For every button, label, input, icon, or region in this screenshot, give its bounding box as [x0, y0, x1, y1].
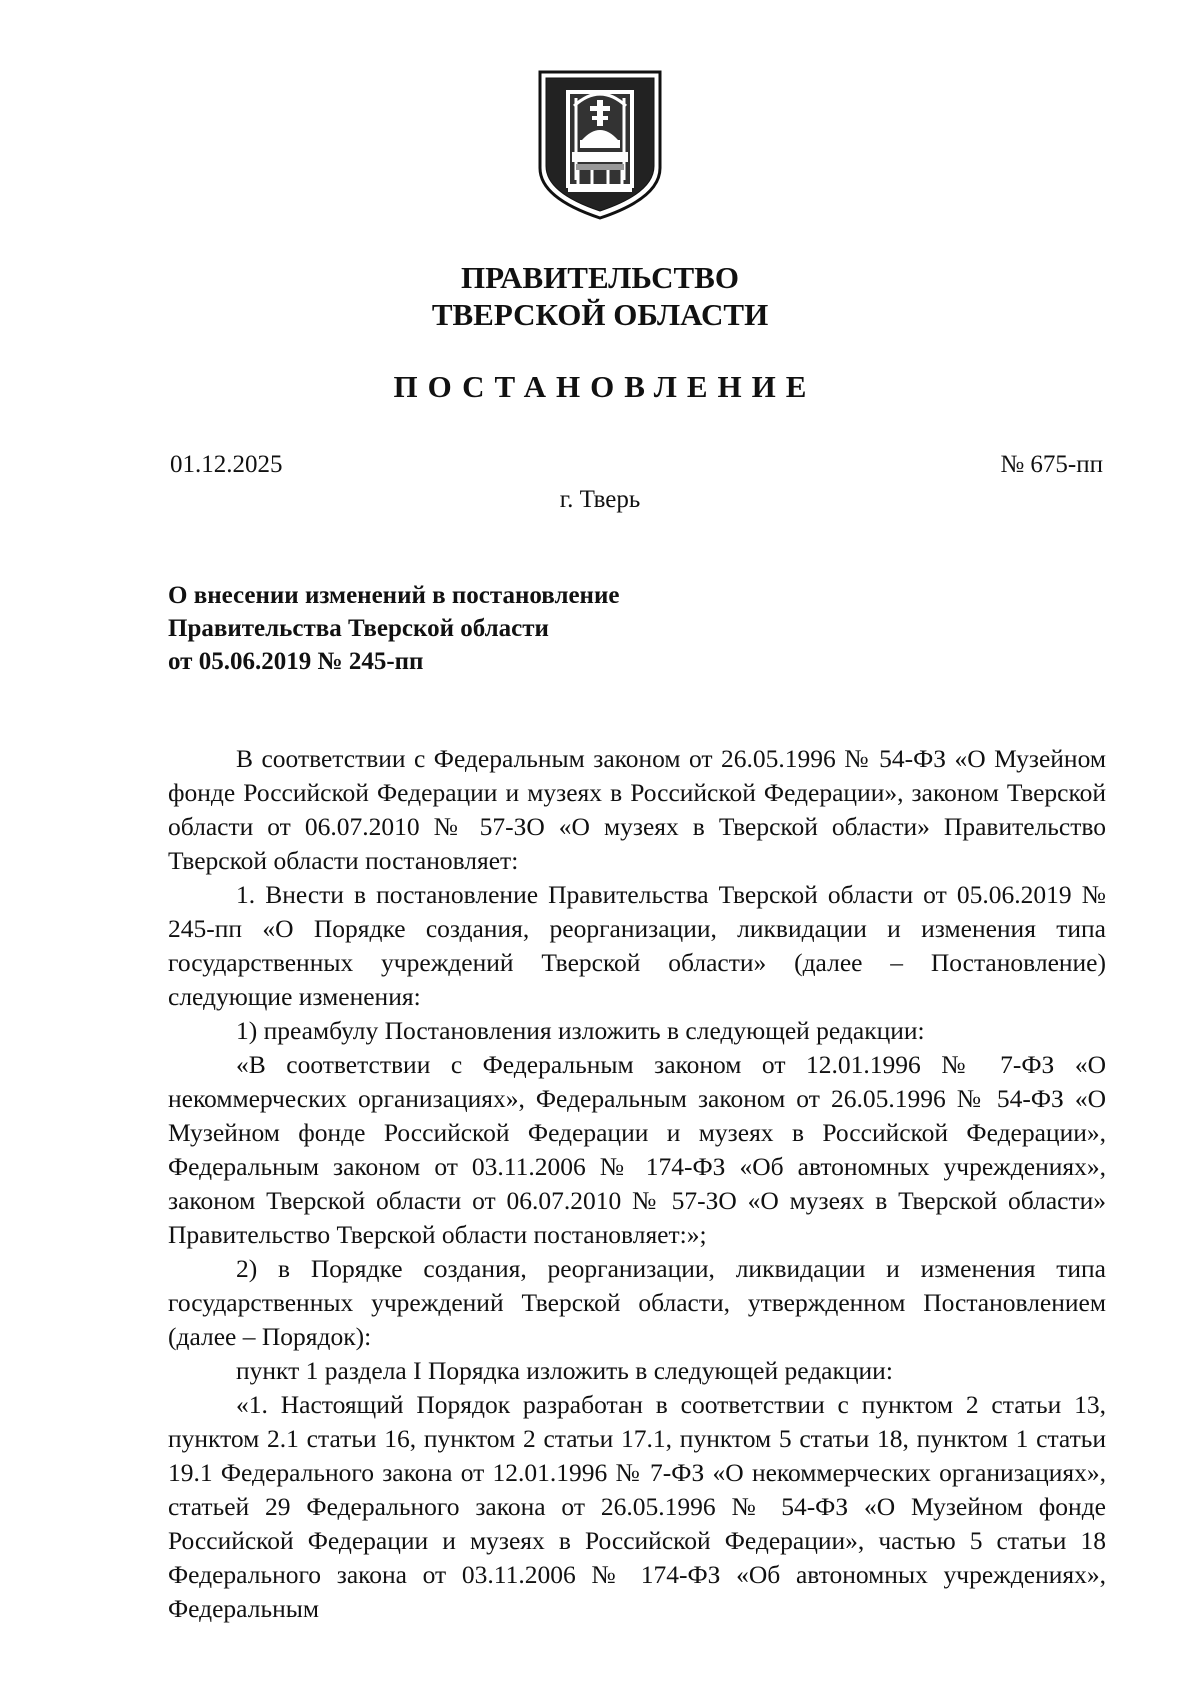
document-body [168, 742, 1106, 1626]
document-type-title: ПОСТАНОВЛЕНИЕ [393, 369, 817, 404]
subject-line: Правительства Тверской области [168, 615, 549, 642]
government-title-line1: ПРАВИТЕЛЬСТВО [461, 260, 739, 295]
body-paragraph: В соответствии с Федеральным законом от 26.05.1996 № 54-ФЗ «О Музейном фонде Российской Федерации и музеях в Российской Федерации», законом Тверской области от 06.07.2010 № 57-ЗО «О музеях в Тверской области» Правительство Тверской области постановляет: [168, 744, 1106, 875]
body-paragraph: 2) в Порядке создания, реорганизации, ликвидации и изменения типа государственных учреждений Тверской области, утвержденном Постановлением (далее – Порядок): [168, 1254, 1106, 1351]
document-number: № 675-пп [1000, 451, 1103, 478]
document-date: 01.12.2025 [170, 451, 283, 478]
body-paragraph: «В соответствии с Федеральным законом от 12.01.1996 № 7-ФЗ «О некоммерческих организациях», Федеральным законом от 26.05.1996 № 54-ФЗ «О Музейном фонде Российской Федерации и музеях в Российской Федерации», Федеральным законом от 03.11.2006 № 174-ФЗ «Об автономных учреждениях», законом Тверской области от 06.07.2010 № 57-ЗО «О музеях в Тверской области» Правительство Тверской области постановляет:»; [168, 1050, 1106, 1249]
subject-line: О внесении изменений в постановление [168, 582, 620, 609]
body-paragraph: «1. Настоящий Порядок разработан в соответствии с пунктом 2 статьи 13, пунктом 2.1 статьи 16, пунктом 2 статьи 17.1, пунктом 5 статьи 18, пунктом 1 статьи 19.1 Федерального закона от 12.01.1996 № 7-ФЗ «О некоммерческих организациях», статьей 29 Федерального закона от 26.05.1996 № 54-ФЗ «О Музейном фонде Российской Федерации и музеях в Российской Федерации», частью 5 статьи 18 Федерального закона от 03.11.2006 № 174-ФЗ «Об автономных учреждениях», Федеральным [168, 1390, 1106, 1623]
body-paragraph: пункт 1 раздела I Порядка изложить в следующей редакции: [236, 1356, 893, 1385]
document-city: г. Тверь [559, 486, 641, 513]
body-paragraph: 1) преамбулу Постановления изложить в следующей редакции: [236, 1016, 925, 1045]
government-title-line2: ТВЕРСКОЙ ОБЛАСТИ [431, 297, 769, 332]
coat-of-arms-icon [536, 68, 664, 222]
subject-line: от 05.06.2019 № 245-пп [168, 648, 424, 675]
body-paragraph: 1. Внести в постановление Правительства Тверской области от 05.06.2019 № 245-пп «О Порядке создания, реорганизации, ликвидации и изменения типа государственных учреждений Тверской области» (далее – Постановление) следующие изменения: [168, 880, 1106, 1011]
